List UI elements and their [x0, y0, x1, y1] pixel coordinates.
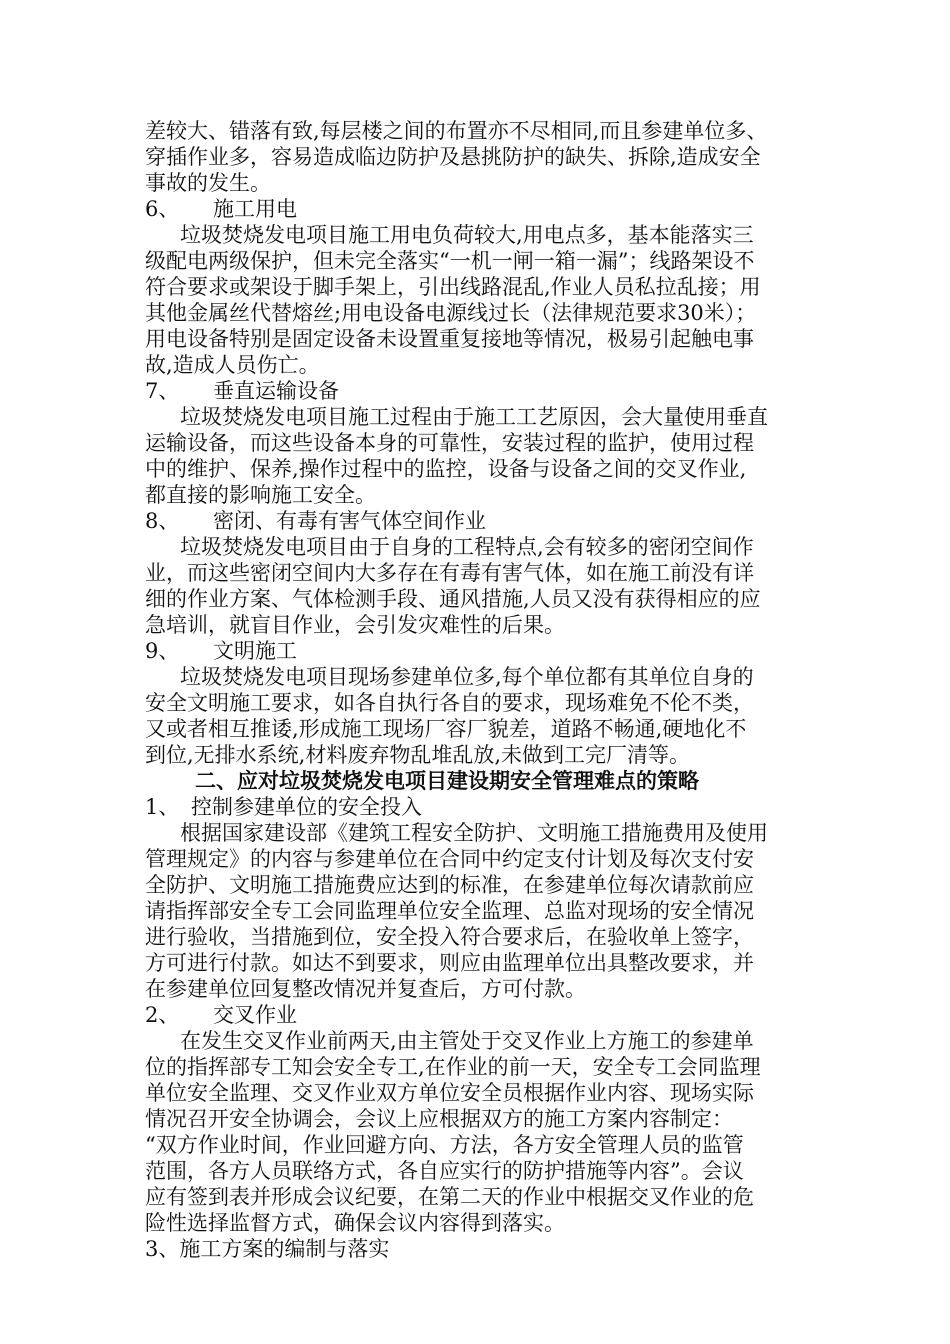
section-heading-text: 文明施工: [213, 639, 297, 663]
paragraph-line: 其他金属丝代替熔丝;用电设备电源线过长（法律规范要求30米）；: [145, 301, 757, 325]
section-number: 1、: [145, 795, 180, 819]
paragraph-line: 单位安全监理、交叉作业双方单位安全员根据作业内容、现场实际: [145, 1081, 754, 1105]
section-heading-text: 施工用电: [213, 197, 297, 221]
section-heading: [145, 508, 815, 534]
paragraph-line: 险性选择监督方式，确保会议内容得到落实。: [145, 1211, 565, 1235]
paragraph-line: 故,造成人员伤亡。: [145, 353, 320, 377]
paragraph-line: 急培训，就盲目作业，会引发灾难性的后果。: [145, 613, 565, 637]
paragraph-line: 3、施工方案的编制与落实: [145, 1237, 390, 1261]
paragraph-line: 垃圾焚烧发电项目由于自身的工程特点,会有较多的密闭空间作: [180, 535, 754, 559]
paragraph-line: 级配电两级保护，但未完全落实“一机一闸一箱一漏”；线路架设不: [145, 249, 755, 273]
paragraph-line: 请指挥部安全专工会同监理单位安全监理、总监对现场的安全情况: [145, 899, 754, 923]
section-number: 7、: [145, 379, 180, 403]
paragraph-line: 垃圾焚烧发电项目现场参建单位多,每个单位都有其单位自身的: [180, 665, 754, 689]
section-number: 2、: [145, 1003, 180, 1027]
paragraph-line: 都直接的影响施工安全。: [145, 483, 376, 507]
section-heading-text: 交叉作业: [213, 1003, 297, 1027]
paragraph-line: 事故的发生。: [145, 171, 271, 195]
paragraph-line: 安全文明施工要求，如各自执行各自的要求，现场难免不伦不类，: [145, 691, 754, 715]
section-heading: [145, 1002, 815, 1028]
paragraph-line: 又或者相互推诿,形成施工现场厂容厂貌差，道路不畅通,硬地化不: [145, 717, 747, 741]
paragraph-line: 符合要求或架设于脚手架上，引出线路混乱,作业人员私拉乱接；用: [145, 275, 761, 299]
chapter-heading: 二、应对垃圾焚烧发电项目建设期安全管理难点的策略: [195, 768, 699, 793]
paragraph-line: 在发生交叉作业前两天,由主管处于交叉作业上方施工的参建单: [180, 1029, 754, 1053]
paragraph-line: 穿插作业多，容易造成临边防护及悬挑防护的缺失、拆除,造成安全: [145, 145, 761, 169]
paragraph-line: 中的维护、保养,操作过程中的监控，设备与设备之间的交叉作业,: [145, 457, 747, 481]
section-heading: [145, 638, 815, 664]
section-number: 9、: [145, 639, 180, 663]
section-heading: [145, 378, 815, 404]
paragraph-line: 应有签到表并形成会议纪要，在第二天的作业中根据交叉作业的危: [145, 1185, 754, 1209]
paragraph-line: 范围，各方人员联络方式，各自应实行的防护措施等内容”。会议: [145, 1159, 744, 1183]
paragraph-line: 根据国家建设部《建筑工程安全防护、文明施工措施费用及使用: [180, 821, 768, 845]
paragraph-line: 方可进行付款。如达不到要求，则应由监理单位出具整改要求，并: [145, 951, 754, 975]
paragraph-line: 用电设备特别是固定设备未设置重复接地等情况，极易引起触电事: [145, 327, 754, 351]
document-page: [145, 118, 815, 1262]
paragraph-line: 在参建单位回复整改情况并复查后，方可付款。: [145, 977, 586, 1001]
paragraph-line: 进行验收，当措施到位，安全投入符合要求后，在验收单上签字，: [145, 925, 754, 949]
paragraph-line: 垃圾焚烧发电项目施工用电负荷较大,用电点多，基本能落实三: [180, 223, 754, 247]
section-number: 8、: [145, 509, 180, 533]
paragraph-line: 差较大、错落有致,每层楼之间的布置亦不尽相同,而且参建单位多、: [145, 119, 768, 143]
section-heading-text: 控制参建单位的安全投入: [191, 795, 422, 819]
paragraph-line: 到位,无排水系统,材料废弃物乱堆乱放,未做到工完厂清等。: [145, 743, 691, 767]
paragraph-line: 位的指挥部专工知会安全专工,在作业的前一天，安全专工会同监理: [145, 1055, 761, 1079]
paragraph-line: 全防护、文明施工措施费应达到的标准，在参建单位每次请款前应: [145, 873, 754, 897]
section-number: 6、: [145, 197, 180, 221]
section-heading-text: 密闭、有毒有害气体空间作业: [213, 509, 486, 533]
paragraph-line: 垃圾焚烧发电项目施工过程由于施工工艺原因，会大量使用垂直: [180, 405, 768, 429]
section-heading-text: 垂直运输设备: [213, 379, 339, 403]
paragraph-line: 细的作业方案、气体检测手段、通风措施,人员又没有获得相应的应: [145, 587, 761, 611]
paragraph-line: 管理规定》的内容与参建单位在合同中约定支付计划及每次支付安: [145, 847, 754, 871]
paragraph-line: 运输设备，而这些设备本身的可靠性，安装过程的监护，使用过程: [145, 431, 754, 455]
section-heading: [145, 196, 815, 222]
section-heading: [145, 794, 815, 820]
paragraph-line: “双方作业时间，作业回避方向、方法，各方安全管理人员的监管: [145, 1133, 744, 1157]
paragraph-line: 情况召开安全协调会，会议上应根据双方的施工方案内容制定：: [145, 1107, 733, 1131]
paragraph-line: 业，而这些密闭空间内大多存在有毒有害气体，如在施工前没有详: [145, 561, 754, 585]
